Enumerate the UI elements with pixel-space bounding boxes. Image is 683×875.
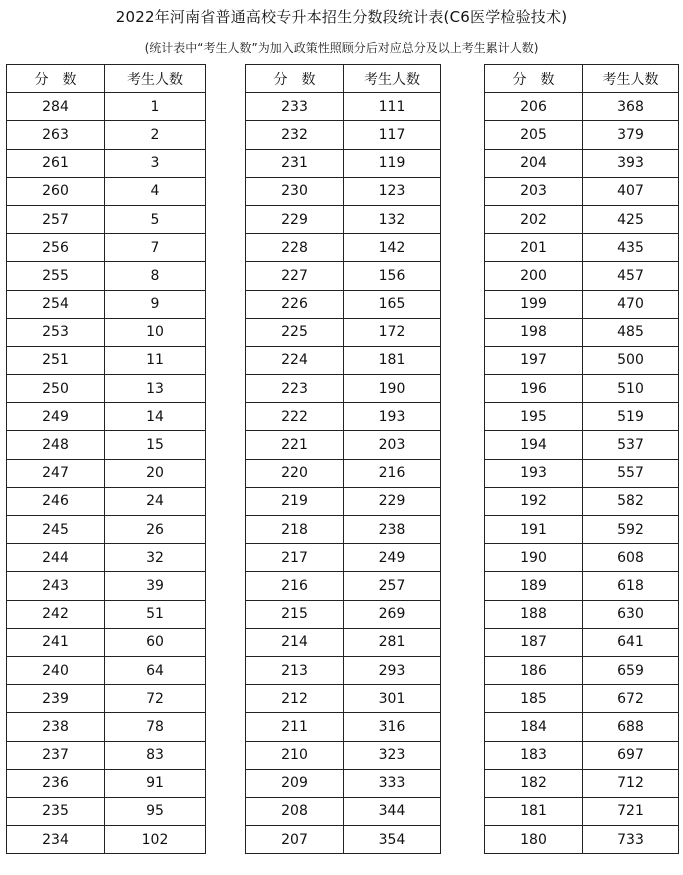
count-cell: 119 (344, 149, 441, 177)
score-cell: 192 (485, 487, 583, 515)
count-cell: 608 (583, 544, 679, 572)
score-cell: 243 (7, 572, 105, 600)
table-row (246, 121, 441, 149)
count-cell: 257 (344, 572, 441, 600)
count-cell: 39 (105, 572, 206, 600)
count-cell: 500 (583, 346, 679, 374)
table-row (7, 628, 206, 656)
page-subtitle: (统计表中“考生人数”为加入政策性照顾分后对应总分及以上考生累计人数) (144, 41, 539, 55)
score-cell: 189 (485, 572, 583, 600)
count-cell: 557 (583, 459, 679, 487)
table-row (246, 346, 441, 374)
count-cell: 238 (344, 516, 441, 544)
table-row (246, 403, 441, 431)
table-row (485, 262, 679, 290)
score-cell: 245 (7, 516, 105, 544)
table-row (246, 205, 441, 233)
score-cell: 233 (246, 93, 344, 121)
header-count: 考生人数 (344, 65, 441, 93)
count-cell: 688 (583, 713, 679, 741)
table-row (7, 600, 206, 628)
count-cell: 72 (105, 685, 206, 713)
score-cell: 219 (246, 487, 344, 515)
score-cell: 261 (7, 149, 105, 177)
score-cell: 230 (246, 177, 344, 205)
count-cell: 379 (583, 121, 679, 149)
table-row (246, 234, 441, 262)
score-cell: 257 (7, 205, 105, 233)
count-cell: 51 (105, 600, 206, 628)
count-cell: 249 (344, 544, 441, 572)
table-row (246, 431, 441, 459)
count-cell: 293 (344, 656, 441, 684)
count-cell: 64 (105, 656, 206, 684)
table-row (485, 149, 679, 177)
score-cell: 235 (7, 797, 105, 825)
table-row (485, 769, 679, 797)
score-cell: 234 (7, 826, 105, 854)
score-cell: 237 (7, 741, 105, 769)
table-row (7, 459, 206, 487)
table-row (246, 93, 441, 121)
table-row (485, 121, 679, 149)
table-row (246, 741, 441, 769)
score-cell: 193 (485, 459, 583, 487)
table-row (7, 769, 206, 797)
score-cell: 239 (7, 685, 105, 713)
score-cell: 198 (485, 318, 583, 346)
count-cell: 132 (344, 205, 441, 233)
count-cell: 3 (105, 149, 206, 177)
table-row (485, 403, 679, 431)
score-cell: 224 (246, 346, 344, 374)
score-cell: 197 (485, 346, 583, 374)
score-cell: 203 (485, 177, 583, 205)
score-cell: 221 (246, 431, 344, 459)
table-row (246, 656, 441, 684)
score-cell: 217 (246, 544, 344, 572)
table-row (7, 656, 206, 684)
table-row (7, 572, 206, 600)
count-cell: 26 (105, 516, 206, 544)
score-cell: 244 (7, 544, 105, 572)
table-row (246, 516, 441, 544)
score-cell: 218 (246, 516, 344, 544)
table-row (246, 487, 441, 515)
count-cell: 5 (105, 205, 206, 233)
score-cell: 208 (246, 797, 344, 825)
count-cell: 2 (105, 121, 206, 149)
count-cell: 721 (583, 797, 679, 825)
score-cell: 200 (485, 262, 583, 290)
table-row (7, 205, 206, 233)
table-row (485, 487, 679, 515)
count-cell: 407 (583, 177, 679, 205)
table-row (246, 769, 441, 797)
count-cell: 216 (344, 459, 441, 487)
count-cell: 32 (105, 544, 206, 572)
count-cell: 60 (105, 628, 206, 656)
score-cell: 205 (485, 121, 583, 149)
score-cell: 190 (485, 544, 583, 572)
score-cell: 228 (246, 234, 344, 262)
score-cell: 199 (485, 290, 583, 318)
score-cell: 191 (485, 516, 583, 544)
table-row (246, 713, 441, 741)
header-score: 分 数 (246, 65, 344, 93)
table-row (485, 93, 679, 121)
table-row (246, 685, 441, 713)
score-cell: 250 (7, 375, 105, 403)
score-cell: 184 (485, 713, 583, 741)
table-row (485, 826, 679, 854)
count-cell: 697 (583, 741, 679, 769)
count-cell: 425 (583, 205, 679, 233)
table-row (485, 177, 679, 205)
count-cell: 14 (105, 403, 206, 431)
score-cell: 195 (485, 403, 583, 431)
table-row (7, 177, 206, 205)
count-cell: 537 (583, 431, 679, 459)
table-row (7, 431, 206, 459)
count-cell: 393 (583, 149, 679, 177)
score-cell: 232 (246, 121, 344, 149)
table-row (246, 572, 441, 600)
count-cell: 117 (344, 121, 441, 149)
score-cell: 181 (485, 797, 583, 825)
score-cell: 194 (485, 431, 583, 459)
table-row (485, 572, 679, 600)
score-cell: 196 (485, 375, 583, 403)
count-cell: 4 (105, 177, 206, 205)
count-cell: 470 (583, 290, 679, 318)
score-cell: 227 (246, 262, 344, 290)
score-cell: 255 (7, 262, 105, 290)
score-cell: 223 (246, 375, 344, 403)
score-cell: 242 (7, 600, 105, 628)
score-cell: 225 (246, 318, 344, 346)
count-cell: 229 (344, 487, 441, 515)
count-cell: 269 (344, 600, 441, 628)
table-row (7, 797, 206, 825)
score-cell: 213 (246, 656, 344, 684)
count-cell: 1 (105, 93, 206, 121)
table-row (246, 177, 441, 205)
score-cell: 206 (485, 93, 583, 121)
table-row (7, 516, 206, 544)
count-cell: 630 (583, 600, 679, 628)
score-cell: 209 (246, 769, 344, 797)
score-cell: 253 (7, 318, 105, 346)
count-cell: 193 (344, 403, 441, 431)
header-score: 分 数 (7, 65, 105, 93)
score-cell: 238 (7, 713, 105, 741)
count-cell: 10 (105, 318, 206, 346)
count-cell: 78 (105, 713, 206, 741)
count-cell: 190 (344, 375, 441, 403)
score-cell: 183 (485, 741, 583, 769)
count-cell: 457 (583, 262, 679, 290)
score-cell: 220 (246, 459, 344, 487)
count-cell: 165 (344, 290, 441, 318)
table-row (246, 149, 441, 177)
count-cell: 172 (344, 318, 441, 346)
count-cell: 733 (583, 826, 679, 854)
count-cell: 181 (344, 346, 441, 374)
table-row (246, 628, 441, 656)
score-cell: 236 (7, 769, 105, 797)
count-cell: 281 (344, 628, 441, 656)
score-cell: 222 (246, 403, 344, 431)
count-cell: 641 (583, 628, 679, 656)
header-count: 考生人数 (105, 65, 206, 93)
count-cell: 111 (344, 93, 441, 121)
score-cell: 254 (7, 290, 105, 318)
count-cell: 712 (583, 769, 679, 797)
count-cell: 659 (583, 656, 679, 684)
score-cell: 246 (7, 487, 105, 515)
table-row (485, 741, 679, 769)
table-row (7, 318, 206, 346)
table-row (485, 346, 679, 374)
count-cell: 301 (344, 685, 441, 713)
table-header-row (246, 65, 441, 93)
score-cell: 248 (7, 431, 105, 459)
table-row (7, 234, 206, 262)
table-row (7, 93, 206, 121)
score-cell: 207 (246, 826, 344, 854)
count-cell: 510 (583, 375, 679, 403)
score-cell: 202 (485, 205, 583, 233)
score-cell: 256 (7, 234, 105, 262)
table-row (246, 262, 441, 290)
score-cell: 186 (485, 656, 583, 684)
table-row (485, 205, 679, 233)
table-row (485, 713, 679, 741)
score-cell: 215 (246, 600, 344, 628)
count-cell: 24 (105, 487, 206, 515)
table-row (7, 149, 206, 177)
score-cell: 211 (246, 713, 344, 741)
count-cell: 618 (583, 572, 679, 600)
table-row (246, 544, 441, 572)
table-row (7, 826, 206, 854)
score-cell: 231 (246, 149, 344, 177)
score-cell: 260 (7, 177, 105, 205)
count-cell: 142 (344, 234, 441, 262)
count-cell: 344 (344, 797, 441, 825)
table-row (485, 656, 679, 684)
table-row (246, 826, 441, 854)
table-row (485, 375, 679, 403)
count-cell: 8 (105, 262, 206, 290)
count-cell: 368 (583, 93, 679, 121)
count-cell: 435 (583, 234, 679, 262)
count-cell: 672 (583, 685, 679, 713)
table-row (7, 121, 206, 149)
count-cell: 333 (344, 769, 441, 797)
table-row (7, 544, 206, 572)
table-row (485, 516, 679, 544)
count-cell: 7 (105, 234, 206, 262)
page-title: 2022年河南省普通高校专升本招生分数段统计表(C6医学检验技术) (115, 8, 568, 26)
score-cell: 182 (485, 769, 583, 797)
count-cell: 83 (105, 741, 206, 769)
table-row (246, 459, 441, 487)
count-cell: 91 (105, 769, 206, 797)
count-cell: 354 (344, 826, 441, 854)
table-row (7, 403, 206, 431)
score-table-1 (6, 64, 206, 854)
score-cell: 263 (7, 121, 105, 149)
table-row (246, 375, 441, 403)
table-row (7, 713, 206, 741)
table-row (7, 685, 206, 713)
score-cell: 214 (246, 628, 344, 656)
score-table-2 (245, 64, 441, 854)
score-cell: 185 (485, 685, 583, 713)
score-cell: 204 (485, 149, 583, 177)
table-row (7, 741, 206, 769)
table-row (485, 600, 679, 628)
table-row (485, 459, 679, 487)
count-cell: 15 (105, 431, 206, 459)
count-cell: 11 (105, 346, 206, 374)
table-row (246, 600, 441, 628)
table-row (246, 318, 441, 346)
table-row (246, 797, 441, 825)
table-row (485, 234, 679, 262)
score-cell: 212 (246, 685, 344, 713)
score-cell: 241 (7, 628, 105, 656)
table-row (485, 431, 679, 459)
score-cell: 229 (246, 205, 344, 233)
score-cell: 284 (7, 93, 105, 121)
score-cell: 187 (485, 628, 583, 656)
table-row (485, 628, 679, 656)
score-cell: 188 (485, 600, 583, 628)
score-cell: 249 (7, 403, 105, 431)
count-cell: 95 (105, 797, 206, 825)
count-cell: 156 (344, 262, 441, 290)
score-cell: 251 (7, 346, 105, 374)
count-cell: 123 (344, 177, 441, 205)
table-row (246, 290, 441, 318)
header-count: 考生人数 (583, 65, 679, 93)
table-header-row (7, 65, 206, 93)
count-cell: 323 (344, 741, 441, 769)
score-cell: 210 (246, 741, 344, 769)
score-cell: 240 (7, 656, 105, 684)
count-cell: 519 (583, 403, 679, 431)
table-row (485, 290, 679, 318)
table-row (7, 487, 206, 515)
table-row (7, 262, 206, 290)
table-header-row (485, 65, 679, 93)
score-cell: 201 (485, 234, 583, 262)
table-row (485, 797, 679, 825)
count-cell: 316 (344, 713, 441, 741)
table-row (485, 685, 679, 713)
table-row (7, 375, 206, 403)
score-cell: 226 (246, 290, 344, 318)
table-row (7, 346, 206, 374)
count-cell: 102 (105, 826, 206, 854)
count-cell: 582 (583, 487, 679, 515)
score-cell: 247 (7, 459, 105, 487)
table-row (7, 290, 206, 318)
table-row (485, 318, 679, 346)
score-cell: 216 (246, 572, 344, 600)
header-score: 分 数 (485, 65, 583, 93)
count-cell: 9 (105, 290, 206, 318)
table-row (485, 544, 679, 572)
count-cell: 20 (105, 459, 206, 487)
count-cell: 592 (583, 516, 679, 544)
score-cell: 180 (485, 826, 583, 854)
count-cell: 485 (583, 318, 679, 346)
count-cell: 13 (105, 375, 206, 403)
count-cell: 203 (344, 431, 441, 459)
score-table-3 (484, 64, 679, 854)
